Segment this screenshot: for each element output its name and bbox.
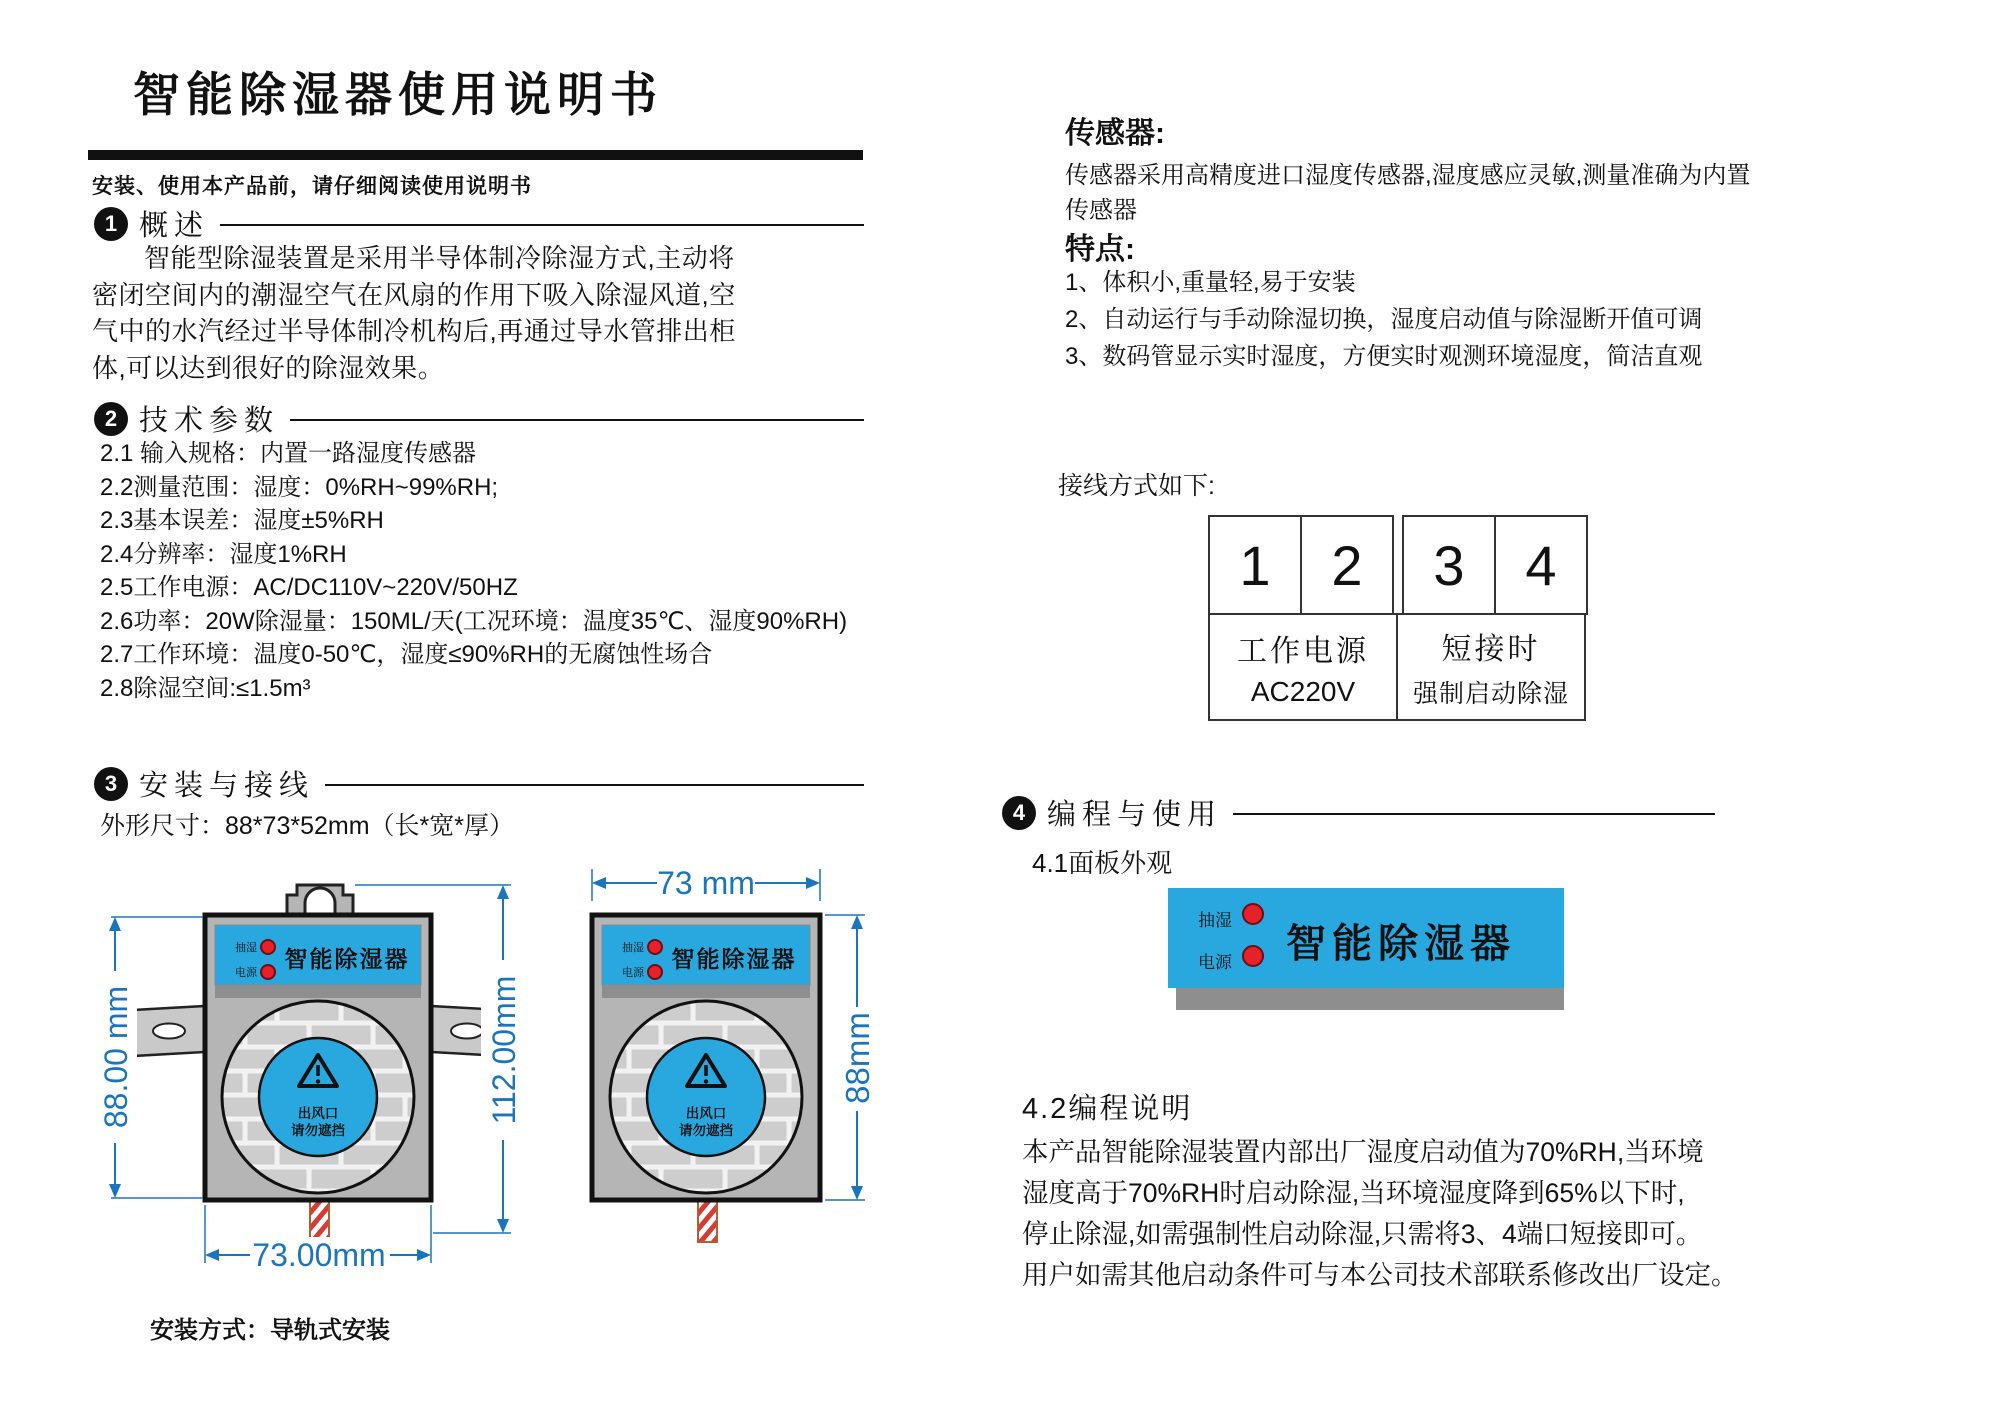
device-diagram-rail-mounted — [85, 855, 570, 1285]
section-1-number-badge: 1 — [94, 207, 128, 241]
device-diagram-front — [565, 855, 905, 1285]
section-3-rule — [325, 784, 864, 786]
tech-spec-item: 2.3基本误差：湿度±5%RH — [100, 507, 384, 534]
terminal-cell-3: 3 — [1402, 515, 1496, 615]
tech-spec-item: 2.5工作电源：AC/DC110V~220V/50HZ — [100, 574, 518, 601]
terminal-label-row — [1208, 613, 1588, 721]
tech-spec-item: 2.7工作环境：温度0-50℃，湿度≤90%RH的无腐蚀性场合 — [100, 641, 713, 668]
tech-spec-item: 2.1 输入规格：内置一路湿度传感器 — [100, 440, 477, 467]
programming-line: 用户如需其他启动条件可与本公司技术部联系修改出厂设定。 — [1022, 1260, 1738, 1290]
subsection-42-title: 4.2编程说明 — [1022, 1093, 1193, 1125]
din-rail-left-slot — [153, 1024, 185, 1039]
power-led-label: 电源 — [622, 967, 644, 979]
tech-spec-item: 2.2测量范围：湿度：0%RH~99%RH; — [100, 473, 499, 501]
power-terminal-label-line1: 工作电源 — [1237, 635, 1369, 668]
features-heading: 特点: — [1065, 233, 1135, 266]
section-2-rule — [290, 419, 864, 421]
wiring-heading: 接线方式如下: — [1058, 472, 1215, 500]
terminal-table — [1208, 515, 1588, 721]
programming-line: 停止除湿,如需强制性启动除湿,只需将3、4端口短接即可。 — [1022, 1219, 1703, 1249]
section-1-title: 概述 — [139, 210, 210, 242]
dehumid-led-icon — [261, 940, 275, 954]
power-led-icon — [1242, 945, 1264, 967]
programming-line: 湿度高于70%RH时启动除湿,当环境湿度降到65%以下时, — [1022, 1178, 1685, 1208]
features-list — [1065, 264, 1702, 375]
dehumid-led-label: 抽湿 — [235, 942, 257, 954]
mount-method-note: 安装方式：导轨式安装 — [150, 1317, 390, 1344]
power-led-icon — [261, 965, 275, 979]
power-led-icon — [648, 965, 662, 979]
section-4-rule — [1233, 813, 1715, 815]
dehumid-led-icon — [648, 940, 662, 954]
section-1-heading — [94, 203, 864, 244]
panel-appearance-image — [1168, 888, 1564, 1010]
power-terminal-label-line2: AC220V — [1250, 676, 1356, 707]
section-3-number-badge: 3 — [94, 767, 128, 801]
outlet-warning-line2: 请勿遮挡 — [291, 1123, 345, 1138]
section-4-heading — [1002, 792, 1715, 833]
width-dimension-label: 73 mm — [657, 865, 755, 901]
section-3-title: 安装与接线 — [139, 770, 315, 802]
programming-line: 本产品智能除湿装置内部出厂湿度启动值为70%RH,当环境 — [1022, 1137, 1704, 1167]
programming-description — [1022, 1132, 1738, 1296]
dehumid-led-label: 抽湿 — [622, 942, 644, 954]
short-terminal-label-line1: 短接时 — [1441, 633, 1541, 666]
drain-tube — [698, 1200, 717, 1242]
terminal-cell-4: 4 — [1494, 515, 1588, 615]
outer-dimensions-note: 外形尺寸：88*73*52mm（长*宽*厚） — [100, 812, 514, 840]
panel-title: 智能除湿器 — [1286, 922, 1516, 966]
device-panel-strip — [215, 985, 421, 998]
title-underline-bar — [88, 150, 863, 160]
section-3-heading — [94, 763, 864, 804]
power-terminal-label — [1208, 613, 1398, 721]
short-terminal-label-line2: 强制启动除湿 — [1412, 680, 1569, 708]
section-4-number-badge: 4 — [1002, 796, 1036, 830]
terminal-number-row — [1208, 515, 1588, 615]
tech-spec-item: 2.4分辨率：湿度1%RH — [100, 540, 347, 568]
section-2-number-badge: 2 — [94, 402, 128, 436]
outlet-warning-line2: 请勿遮挡 — [679, 1123, 733, 1138]
dehumid-led-label: 抽湿 — [1198, 911, 1232, 930]
feature-item: 2、自动运行与手动除湿切换，湿度启动值与除湿断开值可调 — [1065, 306, 1703, 333]
din-rail-right-slot — [451, 1024, 483, 1039]
width-dimension-label: 73.00mm — [252, 1237, 386, 1273]
tech-spec-list — [100, 437, 847, 705]
short-terminal-label — [1396, 613, 1586, 721]
page-subtitle: 安装、使用本产品前，请仔细阅读使用说明书 — [92, 175, 532, 198]
height-dimension-label: 88mm — [839, 1012, 876, 1104]
warning-exclamation-dot — [704, 1079, 708, 1083]
outlet-warning-line1: 出风口 — [685, 1106, 727, 1121]
height-dimension-label: 88.00 mm — [98, 985, 134, 1129]
outlet-warning-line1: 出风口 — [297, 1106, 339, 1121]
terminal-block-gap — [1394, 515, 1402, 615]
drain-tube — [310, 1200, 329, 1242]
warning-exclamation-dot — [316, 1079, 320, 1083]
subsection-41-title: 4.1面板外观 — [1032, 848, 1173, 878]
tech-spec-item: 2.6功率：20W除湿量：150ML/天(工况环境：温度35℃、湿度90%RH) — [100, 607, 848, 635]
feature-item: 3、数码管显示实时湿度，方便实时观测环境湿度，简洁直观 — [1065, 343, 1703, 370]
dehumid-led-icon — [1242, 903, 1264, 925]
sensor-description: 传感器采用高精度进口湿度传感器,湿度感应灵敏,测量准确为内置传感器 — [1065, 162, 1751, 224]
terminal-cell-1: 1 — [1208, 515, 1302, 615]
terminal-cell-2: 2 — [1300, 515, 1394, 615]
panel-bottom-strip — [1176, 988, 1564, 1010]
feature-item: 1、体积小,重量轻,易于安装 — [1065, 269, 1356, 296]
device-panel-title: 智能除湿器 — [284, 946, 410, 972]
section-2-title: 技术参数 — [139, 405, 280, 437]
section-4-title: 编程与使用 — [1047, 799, 1223, 831]
section-1-rule — [220, 224, 864, 226]
overview-paragraph: 智能型除湿装置是采用半导体制冷除湿方式,主动将密闭空间内的潮湿空气在风扇的作用下吸入除湿风道,空气中的水汽经过半导体制冷机构后,再通过导水管排出柜体,可以达到很好的除湿效果。 — [92, 243, 736, 383]
power-led-label: 电源 — [235, 967, 257, 979]
sensor-heading: 传感器: — [1065, 117, 1165, 150]
device-panel-title: 智能除湿器 — [671, 946, 797, 972]
tech-spec-item: 2.8除湿空间:≤1.5m³ — [100, 674, 311, 702]
total-height-dimension-label: 112.00mm — [486, 975, 522, 1125]
power-led-label: 电源 — [1198, 953, 1232, 972]
page-title: 智能除湿器使用说明书 — [133, 68, 663, 121]
section-2-heading — [94, 398, 864, 439]
device-panel-strip — [602, 985, 810, 998]
